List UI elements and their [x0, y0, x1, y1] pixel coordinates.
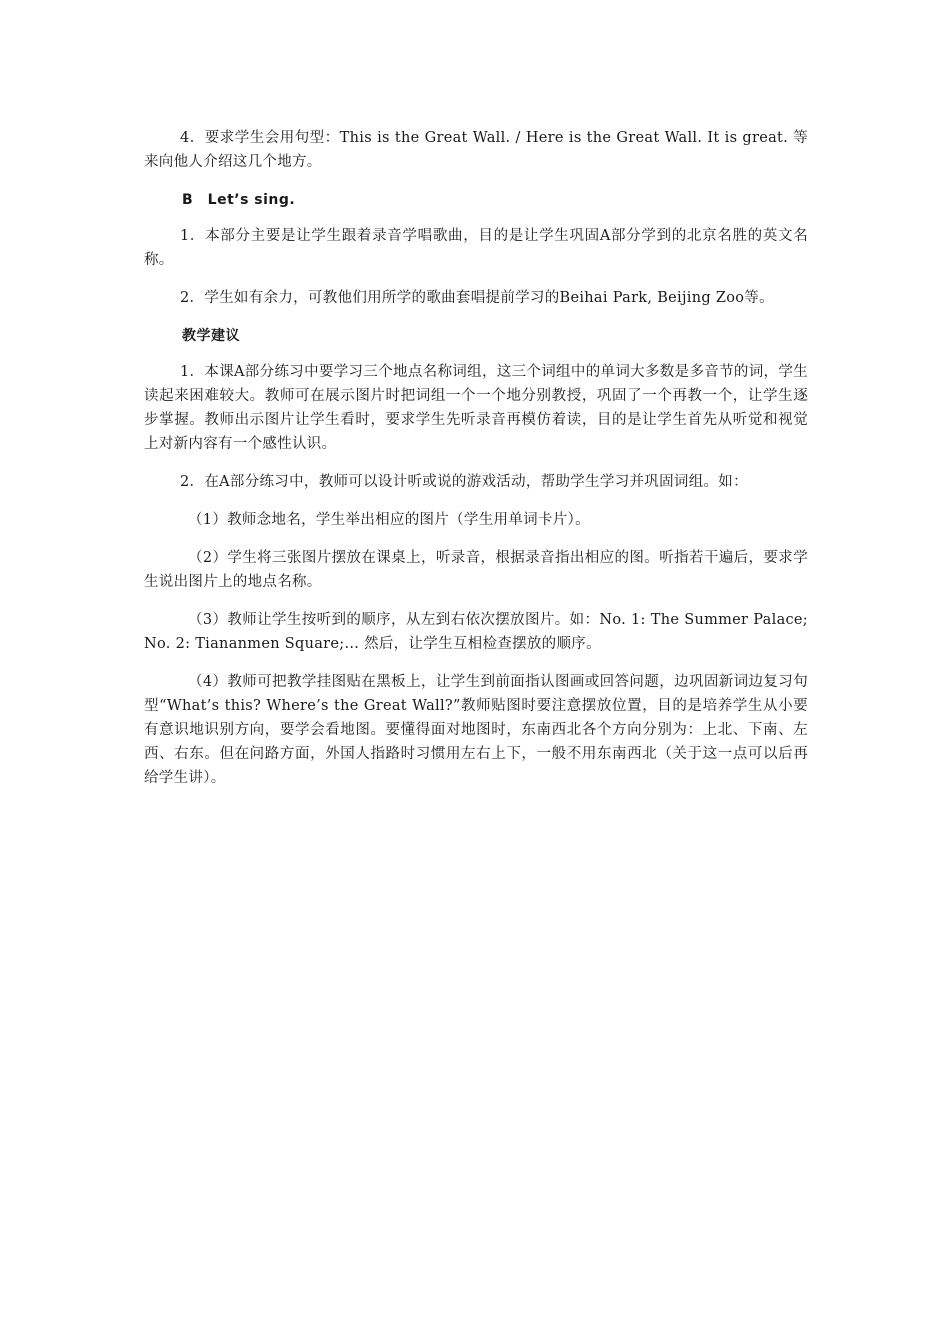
- paragraph-b1: 1．本部分主要是让学生跟着录音学唱歌曲，目的是让学生巩固A部分学到的北京名胜的英文名称。: [144, 228, 808, 268]
- paragraph-activity-2: （2）学生将三张图片摆放在课桌上，听录音，根据录音指出相应的图。听指若干遍后，要求学生说出图片上的地点名称。: [144, 550, 808, 590]
- paragraph-b2: 2．学生如有余力，可教他们用所学的歌曲套唱提前学习的Beihai Park, Beijing Zoo等。: [180, 290, 774, 306]
- paragraph-suggestion-2: 2．在A部分练习中，教师可以设计听或说的游戏活动，帮助学生学习并巩固词组。如：: [180, 474, 748, 490]
- paragraph-activity-4: （4）教师可把教学挂图贴在黑板上，让学生到前面指认图画或回答问题，边巩固新词边复习句型“What’s this? Where’s the Great Wall?”教师贴图时要注意摆放位置，目的是培养学生从小要有意识地识别方向，要学会看地图。要懂得面对地图时，东南西北各个方向分别为：上北、下南、左西、右东。但在问路方面，外国人指路时习惯用左右上下，一般不用东南西北（关于这一点可以后再给学生讲）。: [144, 674, 808, 786]
- paragraph-activity-1: （1）教师念地名，学生举出相应的图片（学生用单词卡片）。: [188, 512, 590, 528]
- paragraph-a4: 4．要求学生会用句型：This is the Great Wall. / Here is the Great Wall. It is great. 等来向他人介绍这几个地方。: [144, 130, 808, 170]
- paragraph-suggestion-1: 1．本课A部分练习中要学习三个地点名称词组，这三个词组中的单词大多数是多音节的词，学生读起来困难较大。教师可在展示图片时把词组一个一个地分别教授，巩固了一个再教一个，让学生逐步掌握。教师出示图片让学生看时，要求学生先听录音再模仿着读，目的是让学生首先从听觉和视觉上对新内容有一个感性认识。: [144, 364, 808, 452]
- section-heading-lets-sing: B Let’s sing.: [182, 192, 296, 208]
- section-heading-teaching-suggestions: 教学建议: [182, 328, 240, 344]
- document-body: [144, 126, 808, 804]
- paragraph-activity-3: （3）教师让学生按听到的顺序，从左到右依次摆放图片。如：No. 1: The Summer Palace; No. 2: Tiananmen Square;... 然后，让学生互相检查摆放的顺序。: [144, 612, 808, 652]
